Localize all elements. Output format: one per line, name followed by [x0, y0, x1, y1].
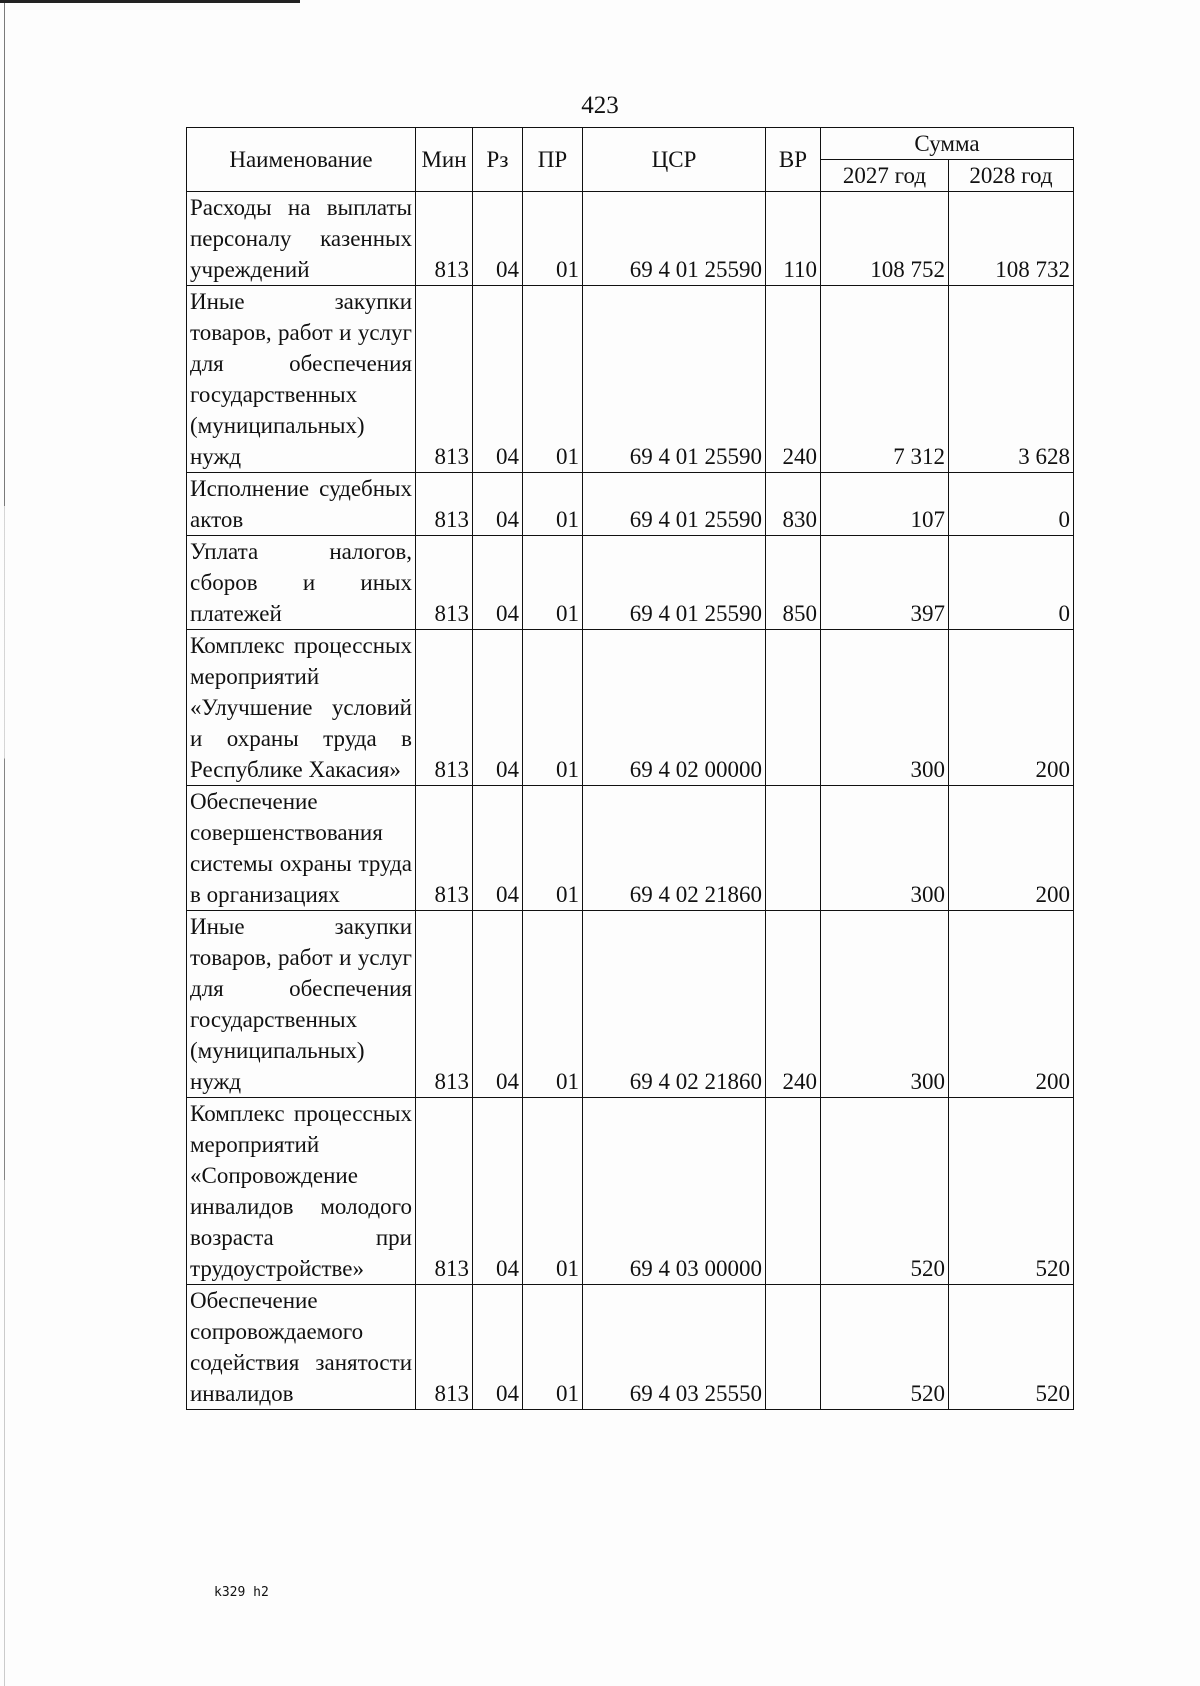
row-sum-2027: 520: [821, 1285, 949, 1410]
row-csr: 69 4 02 21860: [583, 911, 766, 1098]
header-year-2027: 2027 год: [821, 160, 949, 192]
row-csr: 69 4 01 25590: [583, 192, 766, 286]
row-pr: 01: [523, 911, 583, 1098]
row-vr: [766, 786, 821, 911]
table-row: [187, 1285, 1074, 1410]
row-sum-2027: 300: [821, 911, 949, 1098]
row-sum-2028: 200: [949, 786, 1074, 911]
row-pr: 01: [523, 1285, 583, 1410]
row-pr: 01: [523, 1098, 583, 1285]
row-sum-2027: 107: [821, 473, 949, 536]
scan-artifact-top-bar: [0, 0, 300, 3]
row-pr: 01: [523, 536, 583, 630]
row-csr: 69 4 01 25590: [583, 473, 766, 536]
header-row-top: [187, 128, 1074, 160]
row-sum-2027: 7 312: [821, 286, 949, 473]
row-min: 813: [416, 286, 473, 473]
row-sum-2027: 108 752: [821, 192, 949, 286]
row-min: 813: [416, 192, 473, 286]
page-number: 423: [581, 92, 619, 119]
table-row: [187, 192, 1074, 286]
row-csr: 69 4 02 00000: [583, 630, 766, 786]
row-sum-2028: 200: [949, 630, 1074, 786]
row-vr: 240: [766, 911, 821, 1098]
row-rz: 04: [473, 786, 523, 911]
table-row: [187, 1098, 1074, 1285]
table-row: [187, 786, 1074, 911]
row-csr: 69 4 02 21860: [583, 786, 766, 911]
row-pr: 01: [523, 473, 583, 536]
row-min: 813: [416, 1098, 473, 1285]
row-name: Уплата налогов, сборов и иных платежей: [187, 536, 416, 630]
row-csr: 69 4 03 25550: [583, 1285, 766, 1410]
row-rz: 04: [473, 192, 523, 286]
row-rz: 04: [473, 630, 523, 786]
table-row: [187, 911, 1074, 1098]
row-name: Комплекс процессных мероприятий «Сопровождение инвалидов молодого возраста при трудоустройстве»: [187, 1098, 416, 1285]
row-csr: 69 4 03 00000: [583, 1098, 766, 1285]
row-name: Расходы на выплаты персоналу казенных учреждений: [187, 192, 416, 286]
row-min: 813: [416, 630, 473, 786]
row-vr: 240: [766, 286, 821, 473]
row-vr: 110: [766, 192, 821, 286]
row-sum-2027: 397: [821, 536, 949, 630]
row-sum-2028: 520: [949, 1285, 1074, 1410]
row-sum-2028: 200: [949, 911, 1074, 1098]
row-sum-2028: 3 628: [949, 286, 1074, 473]
scan-artifact-left-edge: [4, 0, 5, 1686]
row-name: Обеспечение сопровождаемого содействия занятости инвалидов: [187, 1285, 416, 1410]
row-rz: 04: [473, 1285, 523, 1410]
row-sum-2028: 0: [949, 473, 1074, 536]
row-name: Иные закупки товаров, работ и услуг для обеспечения государственных (муниципальных) нужд: [187, 911, 416, 1098]
row-sum-2028: 108 732: [949, 192, 1074, 286]
row-pr: 01: [523, 192, 583, 286]
row-pr: 01: [523, 286, 583, 473]
table-row: [187, 536, 1074, 630]
row-name: Обеспечение совершенствования системы охраны труда в организациях: [187, 786, 416, 911]
header-rz: Рз: [473, 128, 523, 192]
row-sum-2027: 520: [821, 1098, 949, 1285]
budget-table: [186, 127, 1074, 1410]
row-min: 813: [416, 786, 473, 911]
header-min: Мин: [416, 128, 473, 192]
row-pr: 01: [523, 630, 583, 786]
row-vr: 830: [766, 473, 821, 536]
row-csr: 69 4 01 25590: [583, 286, 766, 473]
header-name: Наименование: [187, 128, 416, 192]
table-row: [187, 473, 1074, 536]
header-sum: Сумма: [821, 128, 1074, 160]
row-min: 813: [416, 536, 473, 630]
row-rz: 04: [473, 536, 523, 630]
header-csr: ЦСР: [583, 128, 766, 192]
row-name: Комплекс процессных мероприятий «Улучшение условий и охраны труда в Республике Хакасия»: [187, 630, 416, 786]
header-vr: ВР: [766, 128, 821, 192]
row-vr: 850: [766, 536, 821, 630]
header-pr: ПР: [523, 128, 583, 192]
row-name: Исполнение судебных актов: [187, 473, 416, 536]
row-rz: 04: [473, 286, 523, 473]
row-csr: 69 4 01 25590: [583, 536, 766, 630]
row-rz: 04: [473, 911, 523, 1098]
document-code: k329 h2: [214, 1585, 269, 1600]
row-vr: [766, 630, 821, 786]
row-sum-2027: 300: [821, 630, 949, 786]
row-pr: 01: [523, 786, 583, 911]
row-sum-2027: 300: [821, 786, 949, 911]
table-row: [187, 630, 1074, 786]
row-rz: 04: [473, 1098, 523, 1285]
row-min: 813: [416, 473, 473, 536]
row-min: 813: [416, 911, 473, 1098]
table-row: [187, 286, 1074, 473]
row-min: 813: [416, 1285, 473, 1410]
row-name: Иные закупки товаров, работ и услуг для обеспечения государственных (муниципальных) нужд: [187, 286, 416, 473]
row-rz: 04: [473, 473, 523, 536]
row-sum-2028: 0: [949, 536, 1074, 630]
header-year-2028: 2028 год: [949, 160, 1074, 192]
row-vr: [766, 1285, 821, 1410]
row-vr: [766, 1098, 821, 1285]
row-sum-2028: 520: [949, 1098, 1074, 1285]
